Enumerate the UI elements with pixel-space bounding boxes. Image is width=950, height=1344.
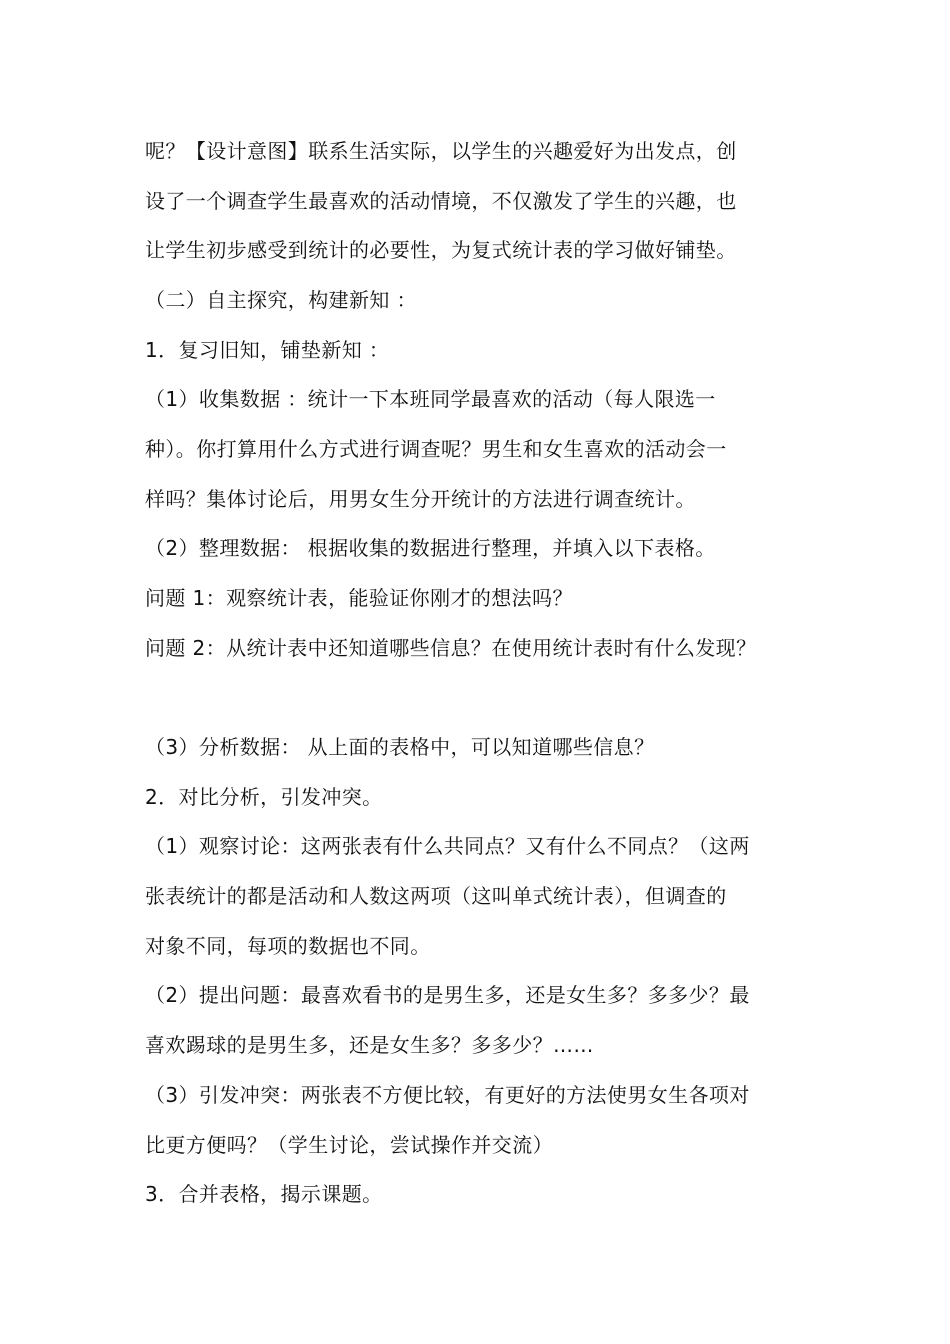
paragraph-line: 比更方便吗？（学生讨论，尝试操作并交流） [145,1133,553,1157]
question-line: 问题 2：从统计表中还知道哪些信息？在使用统计表时有什么发现？ [145,636,757,660]
paragraph-line: （1）收集数据 ：统计一下本班同学最喜欢的活动（每人限选一 [145,387,716,411]
subsection-heading: 2．对比分析，引发冲突。 [145,785,383,809]
paragraph-line: 设了一个调查学生最喜欢的活动情境，不仅激发了学生的兴趣，也 [145,189,737,213]
question-line: 问题 1：观察统计表，能验证你刚才的想法吗？ [145,586,573,610]
paragraph-line: 对象不同，每项的数据也不同。 [145,934,431,958]
paragraph-line: （2）整理数据： 根据收集的数据进行整理，并填入以下表格。 [145,536,716,560]
subsection-heading: 1．复习旧知，铺垫新知 ： [145,338,390,362]
paragraph-line: （1）观察讨论：这两张表有什么共同点？又有什么不同点？（这两 [145,834,750,858]
paragraph-line: （3）分析数据： 从上面的表格中，可以知道哪些信息？ [145,735,655,759]
paragraph-line: 样吗？集体讨论后，用男女生分开统计的方法进行调查统计。 [145,487,696,511]
paragraph-line: 种）。你打算用什么方式进行调查呢？男生和女生喜欢的活动会一 [145,437,727,461]
paragraph-line: 让学生初步感受到统计的必要性，为复式统计表的学习做好铺垫。 [145,238,737,262]
paragraph-line: 呢？【设计意图】联系生活实际，以学生的兴趣爱好为出发点，创 [145,139,737,163]
paragraph-line: 张表统计的都是活动和人数这两项（这叫单式统计表），但调查的 [145,884,727,908]
paragraph-line: （3）引发冲突：两张表不方便比较，有更好的方法使男女生各项对 [145,1083,750,1107]
section-heading: （二）自主探究，构建新知 ： [145,288,417,312]
subsection-heading: 3．合并表格，揭示课题。 [145,1182,383,1206]
paragraph-line: 喜欢踢球的是男生多，还是女生多？多多少？…… [145,1033,594,1057]
paragraph-line: （2）提出问题：最喜欢看书的是男生多，还是女生多？多多少？最 [145,983,750,1007]
